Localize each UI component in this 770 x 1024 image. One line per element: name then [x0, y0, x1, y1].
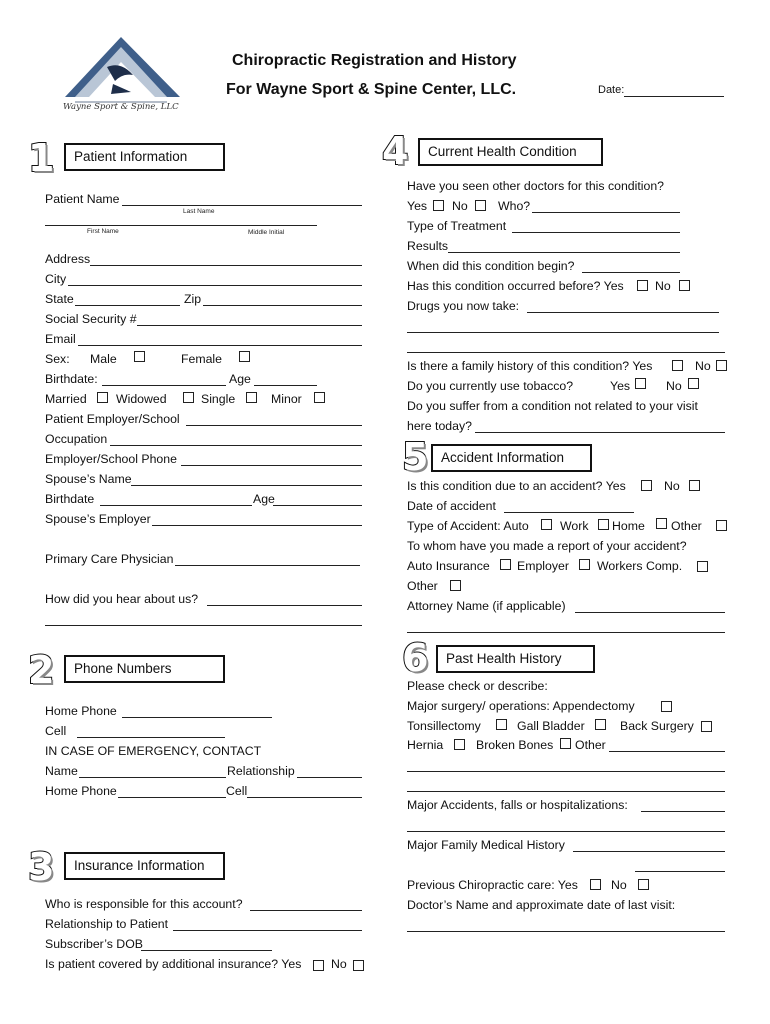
minor-checkbox[interactable] [314, 392, 325, 403]
spouse-birthdate-label: Birthdate [45, 492, 95, 506]
address-field[interactable] [90, 265, 362, 266]
employer-phone-field[interactable] [181, 465, 362, 466]
hear-field-2[interactable] [45, 625, 362, 626]
hernia-label: Hernia [407, 738, 444, 752]
employer-field[interactable] [186, 425, 362, 426]
accident-work-checkbox[interactable] [598, 519, 609, 530]
accident-auto-checkbox[interactable] [541, 519, 552, 530]
email-label: Email [45, 332, 76, 346]
tobacco-yes-label: Yes [610, 379, 631, 393]
past-other-field-2[interactable] [407, 771, 725, 772]
logo-text: Wayne Sport & Spine, LLC [63, 102, 179, 112]
section-number-1: 1 [28, 136, 55, 180]
drugs-field-2[interactable] [407, 332, 719, 333]
seen-doctors-label: Have you seen other doctors for this condition? [407, 179, 665, 193]
treatment-label: Type of Treatment [407, 219, 507, 233]
report-employer-checkbox[interactable] [579, 559, 590, 570]
seen-no-checkbox[interactable] [475, 200, 486, 211]
treatment-field[interactable] [512, 232, 680, 233]
family-history-no-checkbox[interactable] [716, 360, 727, 371]
here-today-field[interactable] [475, 432, 725, 433]
gall-bladder-checkbox[interactable] [595, 719, 606, 730]
other-condition-label: Do you suffer from a condition not related to your visit [407, 399, 698, 413]
age-label: Age [229, 372, 251, 386]
accident-date-label: Date of accident [407, 499, 496, 513]
drugs-field[interactable] [527, 312, 719, 313]
date-field[interactable] [624, 96, 724, 97]
pcp-label: Primary Care Physician [45, 552, 174, 566]
first-name-caption: First Name [87, 228, 119, 235]
widowed-checkbox[interactable] [183, 392, 194, 403]
email-field[interactable] [78, 345, 362, 346]
spouse-name-field[interactable] [131, 485, 362, 486]
spouse-name-label: Spouse’s Name [45, 472, 132, 486]
ssn-field[interactable] [137, 325, 362, 326]
section-title-phone-numbers: Phone Numbers [64, 655, 225, 683]
section-number-4: 4 [382, 129, 409, 173]
tobacco-label: Do you currently use tobacco? [407, 379, 574, 393]
cell-field[interactable] [77, 737, 225, 738]
major-accidents-field-2[interactable] [407, 831, 725, 832]
patient-last-name-field[interactable] [122, 205, 362, 206]
section-title-insurance: Insurance Information [64, 852, 225, 880]
accident-work-label: Work [560, 519, 589, 533]
section-number-3: 3 [28, 845, 55, 889]
section-number-2: 2 [28, 648, 55, 692]
report-label: To whom have you made a report of your accident? [407, 539, 687, 553]
married-checkbox[interactable] [97, 392, 108, 403]
female-label: Female [181, 352, 223, 366]
widowed-label: Widowed [116, 392, 167, 406]
employer-label: Patient Employer/School [45, 412, 180, 426]
drugs-label: Drugs you now take: [407, 299, 520, 313]
accident-due-label: Is this condition due to an accident? Yes [407, 479, 626, 493]
home-phone-label: Home Phone [45, 704, 117, 718]
hear-label: How did you hear about us? [45, 592, 199, 606]
additional-insurance-label: Is patient covered by additional insurance? Yes [45, 957, 302, 971]
age-field[interactable] [254, 385, 317, 386]
spouse-age-field[interactable] [273, 505, 362, 506]
responsible-label: Who is responsible for this account? [45, 897, 243, 911]
doctor-name-field[interactable] [407, 931, 725, 932]
section-number-5: 5 [402, 435, 429, 479]
sex-label: Sex: [45, 352, 70, 366]
date-label: Date: [598, 84, 625, 96]
cell-label: Cell [45, 724, 67, 738]
zip-field[interactable] [203, 305, 362, 306]
spouse-age-label: Age [253, 492, 275, 506]
check-describe-label: Please check or describe: [407, 679, 548, 693]
results-field[interactable] [448, 252, 680, 253]
section-title-patient-info: Patient Information [64, 143, 225, 171]
drugs-field-3[interactable] [407, 352, 725, 353]
emergency-name-label: Name [45, 764, 78, 778]
family-history-yes-checkbox[interactable] [672, 360, 683, 371]
emergency-cell-field[interactable] [247, 797, 362, 798]
prev-chiro-no-checkbox[interactable] [638, 879, 649, 890]
occurred-before-no-checkbox[interactable] [679, 280, 690, 291]
attorney-field-2[interactable] [407, 632, 725, 633]
family-medical-field-2[interactable] [635, 871, 725, 872]
gall-bladder-label: Gall Bladder [517, 719, 585, 733]
back-surgery-checkbox[interactable] [701, 721, 712, 732]
results-label: Results [407, 239, 449, 253]
male-checkbox[interactable] [134, 351, 145, 362]
patient-name-label: Patient Name [45, 192, 120, 206]
seen-yes-label: Yes [407, 199, 428, 213]
zip-label: Zip [184, 292, 202, 306]
section-title-past-health: Past Health History [436, 645, 595, 673]
auto-insurance-label: Auto Insurance [407, 559, 490, 573]
prev-chiro-label: Previous Chiropractic care: Yes [407, 878, 578, 892]
emergency-relationship-field[interactable] [297, 777, 362, 778]
prev-chiro-no-label: No [611, 878, 627, 892]
auto-insurance-checkbox[interactable] [500, 559, 511, 570]
additional-insurance-yes-checkbox[interactable] [313, 960, 324, 971]
past-other-label: Other [575, 738, 606, 752]
single-checkbox[interactable] [246, 392, 257, 403]
emergency-home-label: Home Phone [45, 784, 117, 798]
additional-insurance-no-label: No [331, 957, 347, 971]
family-history-no-label: No [695, 359, 711, 373]
section-number-6: 6 [402, 636, 429, 680]
occurred-before-no-label: No [655, 279, 671, 293]
emergency-cell-label: Cell [226, 784, 248, 798]
last-name-caption: Last Name [183, 208, 215, 215]
past-other-field-3[interactable] [407, 791, 725, 792]
single-label: Single [201, 392, 236, 406]
report-other-checkbox[interactable] [450, 580, 461, 591]
seen-yes-checkbox[interactable] [433, 200, 444, 211]
section-title-accident: Accident Information [431, 444, 592, 472]
state-label: State [45, 292, 74, 306]
accident-due-yes-checkbox[interactable] [641, 480, 652, 491]
married-label: Married [45, 392, 87, 406]
occurred-before-yes-checkbox[interactable] [637, 280, 648, 291]
birthdate-label: Birthdate: [45, 372, 98, 386]
pcp-field[interactable] [175, 565, 360, 566]
employer-phone-label: Employer/School Phone [45, 452, 177, 466]
spouse-employer-field[interactable] [152, 525, 362, 526]
broken-bones-label: Broken Bones [476, 738, 554, 752]
ssn-label: Social Security # [45, 312, 137, 326]
report-other-label: Other [407, 579, 438, 593]
minor-label: Minor [271, 392, 302, 406]
tobacco-yes-checkbox[interactable] [635, 378, 646, 389]
report-employer-label: Employer [517, 559, 569, 573]
attorney-label: Attorney Name (if applicable) [407, 599, 566, 613]
family-medical-label: Major Family Medical History [407, 838, 565, 852]
family-history-label: Is there a family history of this condition? Yes [407, 359, 653, 373]
middle-initial-caption: Middle Initial [248, 229, 285, 236]
accident-due-no-label: No [664, 479, 680, 493]
accident-due-no-checkbox[interactable] [689, 480, 700, 491]
tonsillectomy-checkbox[interactable] [496, 719, 507, 730]
female-checkbox[interactable] [239, 351, 250, 362]
ins-relationship-field[interactable] [173, 930, 362, 931]
back-surgery-label: Back Surgery [620, 719, 694, 733]
logo [55, 32, 185, 127]
male-label: Male [90, 352, 117, 366]
doctor-name-label: Doctor’s Name and approximate date of last visit: [407, 898, 676, 912]
ins-relationship-label: Relationship to Patient [45, 917, 169, 931]
responsible-field[interactable] [250, 910, 362, 911]
begin-label: When did this condition begin? [407, 259, 575, 273]
seen-no-label: No [452, 199, 468, 213]
page-title-line2: For Wayne Sport & Spine Center, LLC. [226, 81, 517, 98]
patient-first-name-field[interactable] [45, 225, 317, 226]
hernia-checkbox[interactable] [454, 739, 465, 750]
additional-insurance-no-checkbox[interactable] [353, 960, 364, 971]
workers-comp-label: Workers Comp. [597, 559, 683, 573]
major-accidents-label: Major Accidents, falls or hospitalizations: [407, 798, 628, 812]
emergency-label: IN CASE OF EMERGENCY, CONTACT [45, 744, 262, 758]
city-label: City [45, 272, 67, 286]
emergency-name-field[interactable] [79, 777, 226, 778]
occurred-before-label: Has this condition occurred before? Yes [407, 279, 624, 293]
prev-chiro-yes-checkbox[interactable] [590, 879, 601, 890]
home-phone-field[interactable] [122, 717, 272, 718]
who-field[interactable] [532, 212, 680, 213]
attorney-field[interactable] [575, 612, 725, 613]
accident-date-field[interactable] [504, 512, 634, 513]
past-other-field[interactable] [609, 751, 725, 752]
accident-other-checkbox[interactable] [716, 520, 727, 531]
logo-mountain-icon [55, 32, 185, 127]
broken-bones-checkbox[interactable] [560, 738, 571, 749]
section-title-current-health: Current Health Condition [418, 138, 603, 166]
who-label: Who? [498, 199, 531, 213]
birthdate-field[interactable] [102, 385, 226, 386]
accident-home-checkbox[interactable] [656, 518, 667, 529]
tonsillectomy-label: Tonsillectomy [407, 719, 481, 733]
surgery-label: Major surgery/ operations: Appendectomy [407, 699, 635, 713]
address-label: Address [45, 252, 91, 266]
appendectomy-checkbox[interactable] [661, 701, 672, 712]
tobacco-no-checkbox[interactable] [688, 378, 699, 389]
subscriber-dob-label: Subscriber’s DOB [45, 937, 143, 951]
occupation-field[interactable] [110, 445, 362, 446]
emergency-relationship-label: Relationship [227, 764, 295, 778]
major-accidents-field[interactable] [641, 811, 725, 812]
workers-comp-checkbox[interactable] [697, 561, 708, 572]
hear-field[interactable] [207, 605, 362, 606]
accident-type-label: Type of Accident: Auto [407, 519, 529, 533]
accident-home-label: Home [612, 519, 645, 533]
state-field[interactable] [75, 305, 180, 306]
subscriber-dob-field[interactable] [141, 950, 272, 951]
spouse-employer-label: Spouse’s Employer [45, 512, 151, 526]
emergency-home-field[interactable] [118, 797, 226, 798]
city-field[interactable] [68, 285, 362, 286]
family-medical-field[interactable] [573, 851, 725, 852]
spouse-birthdate-field[interactable] [100, 505, 252, 506]
begin-field[interactable] [582, 272, 680, 273]
tobacco-no-label: No [666, 379, 682, 393]
here-today-label: here today? [407, 419, 472, 433]
page-title-line1: Chiropractic Registration and History [232, 52, 517, 69]
occupation-label: Occupation [45, 432, 108, 446]
accident-other-label: Other [671, 519, 702, 533]
